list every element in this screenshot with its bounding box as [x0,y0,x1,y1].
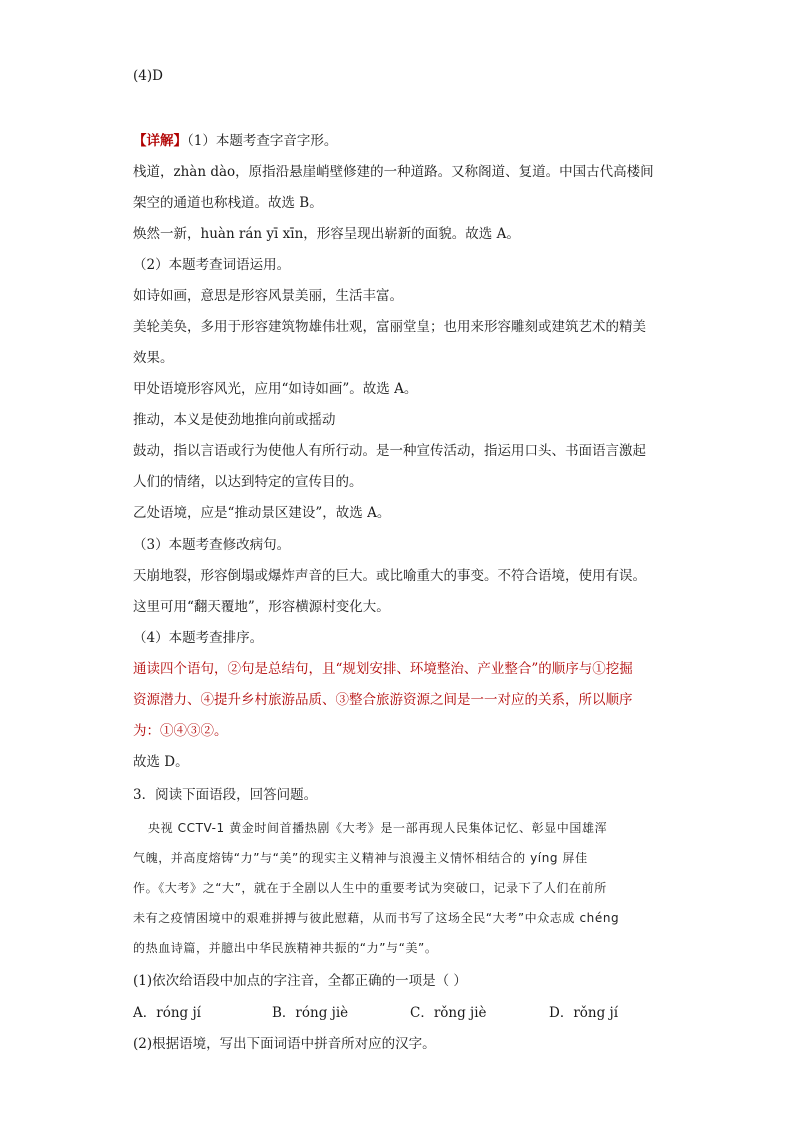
meilun-line-1: 美轮美奂，多用于形容建筑物雄伟壮观，富丽堂皇；也用来形容雕刻或建筑艺术的精美 [133,319,646,335]
sub-question-2: (2)根据语境，写出下面词语中拼音所对应的汉字。 [133,1036,436,1052]
explain-tag: 【详解】 [133,133,187,149]
passage-line-4: 未有之疫情困境中的艰难拼搏与彼此慰藉，从而书写了这场全民“大考”中众志成 chéng [133,911,620,925]
sort-line-1: 通读四个语句，②句是总结句，且“规划安排、环境整治、产业整合”的顺序与①挖掘 [133,661,633,677]
answer-line: (4)D [133,68,163,84]
sort-line-2: 资源潜力、④提升乡村旅游品质、③整合旅游资源之间是一一对应的关系，所以顺序 [133,692,633,708]
q1-head-text: （1）本题考查字音字形。 [187,133,338,149]
explain-q3-head: （3）本题考查修改病句。 [133,537,291,553]
choose-line: 故选 D。 [133,754,189,770]
passage-line-3: 作。《大考》之“大”，就在于全剧以人生中的重要考试为突破口，记录下了人们在前所 [133,881,607,895]
option-c[interactable]: C．rǒng jiè [410,1005,487,1021]
option-d[interactable]: D．rǒng jí [549,1005,619,1021]
gudong-line-1: 鼓动，指以言语或行为使他人有所行动。是一种宣传活动，指运用口头、书面语言激起 [133,443,646,459]
passage-line-1: 央视 CCTV-1 黄金时间首播热剧《大考》是一部再现人民集体记忆、彰显中国雄浑 [148,821,608,835]
option-b[interactable]: B．róng jiè [272,1005,349,1021]
sub-question-1: (1)依次给语段中加点的字注音，全都正确的一项是（ ） [133,973,467,989]
zhandao-line-1: 栈道，zhàn dào，原指沿悬崖峭壁修建的一种道路。又称阁道、复道。中国古代高楼间 [133,164,654,180]
explain-q1-head [133,131,693,151]
rushi-line: 如诗如画，意思是形容风景美丽，生活丰富。 [133,288,403,304]
explain-q4-head: （4）本题考查排序。 [133,630,264,646]
sort-line-3: 为：①④③②。 [133,723,228,739]
jia-line: 甲处语境形容风光，应用“如诗如画”。故选 A。 [133,381,418,397]
zhandao-line-2: 架空的通道也称栈道。故选 B。 [133,195,323,211]
meilun-line-2: 效果。 [133,350,174,366]
fantian-line: 这里可用“翻天覆地”，形容横源村变化大。 [133,599,390,615]
huanran-line: 焕然一新，huàn rán yī xīn，形容呈现出崭新的面貌。故选 A。 [133,226,520,242]
explain-q2-head: （2）本题考查词语运用。 [133,257,291,273]
question3-title: 3．阅读下面语段，回答问题。 [133,787,318,803]
gudong-line-2: 人们的情绪，以达到特定的宣传目的。 [133,474,363,490]
yi-line: 乙处语境，应是“推动景区建设”，故选 A。 [133,505,391,521]
tuidong-line: 推动，本义是使劲地推向前或摇动 [133,412,336,428]
tianbeng-line: 天崩地裂，形容倒塌或爆炸声音的巨大。或比喻重大的事变。不符合语境，使用有误。 [133,568,646,584]
option-a[interactable]: A．róng jí [133,1005,201,1021]
passage-line-2: 气魄，并高度熔铸“力”与“美”的现实主义精神与浪漫主义情怀相结合的 yíng 屏佳 [133,851,588,865]
passage-line-5: 的热血诗篇，并臆出中华民族精神共振的“力”与“美”。 [133,941,438,955]
